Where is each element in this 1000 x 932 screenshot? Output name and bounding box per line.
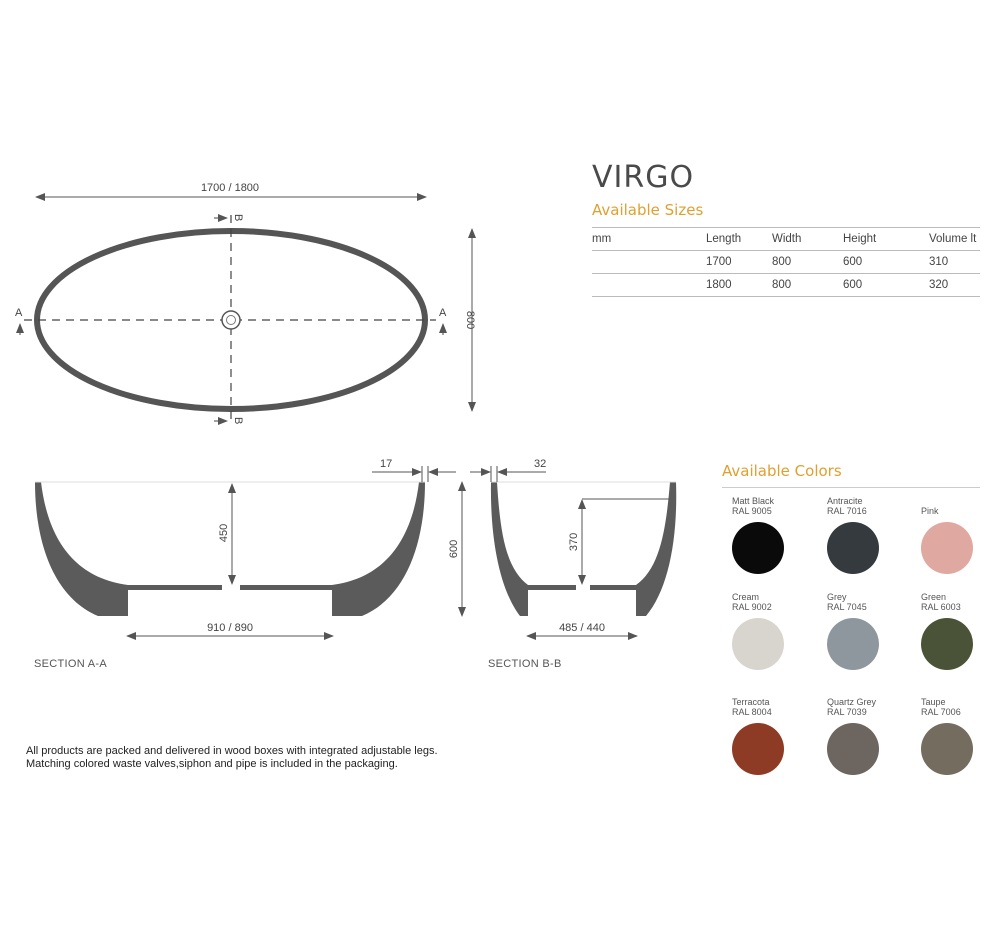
color-swatch [921, 697, 1000, 775]
color-code: RAL 8004 [732, 707, 772, 717]
section-aa-base-label: 910 / 890 [207, 622, 253, 634]
sizes-col-mm: mm [592, 228, 706, 251]
section-aa [35, 458, 456, 636]
table-cell: 800 [772, 251, 843, 274]
color-swatch [732, 697, 822, 775]
drain-circle [222, 311, 240, 329]
section-bb-left-wall [491, 482, 528, 616]
svg-text:17: 17 [380, 458, 393, 470]
color-code: RAL 9002 [732, 602, 772, 612]
section-aa-wall-dimension [372, 458, 456, 482]
note-line: Matching colored waste valves,siphon and pipe is included in the packaging. [26, 758, 398, 770]
color-name: Quartz Grey [827, 697, 877, 707]
color-swatch [921, 506, 1000, 574]
svg-text:B: B [232, 417, 244, 425]
color-name: Green [921, 592, 947, 602]
color-name: Grey [827, 592, 847, 602]
color-swatch [827, 697, 917, 775]
svg-text:B: B [232, 214, 244, 222]
section-aa-floor [128, 585, 332, 590]
color-name: Taupe [921, 697, 946, 707]
svg-text:A: A [439, 307, 447, 319]
section-marker-a-right [439, 307, 447, 335]
color-code: RAL 6003 [921, 602, 961, 612]
note-line: All products are packed and delivered in wood boxes with integrated adjustable legs. [26, 745, 438, 757]
sizes-col-length: Length [706, 228, 772, 251]
section-bb [448, 458, 676, 636]
sizes-col-volume: Volume lt [929, 228, 980, 251]
table-cell: 600 [843, 251, 929, 274]
table-cell: 310 [929, 251, 980, 274]
colors-divider [722, 487, 980, 488]
color-circle [827, 618, 879, 670]
color-swatch [732, 496, 822, 574]
section-marker-b-bottom [214, 417, 244, 424]
table-cell: 320 [929, 274, 980, 297]
table-cell: 1800 [706, 274, 772, 297]
section-bb-floor [528, 585, 636, 590]
section-bb-depth-label: 370 [568, 532, 580, 552]
sizes-heading: Available Sizes [592, 201, 704, 219]
color-circle [921, 618, 973, 670]
color-swatch [827, 496, 917, 574]
length-label: 1700 / 1800 [200, 182, 260, 194]
color-name: Pink [921, 506, 939, 516]
table-cell [592, 274, 706, 297]
color-circle [827, 522, 879, 574]
sizes-table [592, 227, 980, 297]
section-marker-a-left [15, 307, 23, 335]
color-code: RAL 9005 [732, 506, 772, 516]
packaging-notes [26, 745, 438, 771]
section-bb-wall-dimension [470, 458, 546, 482]
color-circle [732, 522, 784, 574]
table-cell: 1700 [706, 251, 772, 274]
color-swatch [732, 592, 822, 670]
section-bb-right-wall [636, 482, 676, 616]
section-bb-base-label: 485 / 440 [559, 622, 605, 634]
color-swatch [827, 592, 917, 670]
section-marker-b-top [214, 214, 244, 221]
color-circle [827, 723, 879, 775]
sizes-col-width: Width [772, 228, 843, 251]
table-row [592, 251, 980, 274]
color-name: Terracota [732, 697, 770, 707]
table-cell: 600 [843, 274, 929, 297]
section-bb-height-label: 600 [448, 539, 460, 559]
section-aa-right-wall [332, 482, 425, 616]
color-name: Cream [732, 592, 760, 602]
color-circle [732, 618, 784, 670]
top-view [15, 182, 476, 424]
color-circle [921, 723, 973, 775]
color-code: RAL 7016 [827, 506, 867, 516]
colors-heading: Available Colors [722, 462, 842, 480]
table-row [592, 274, 980, 297]
color-circle [732, 723, 784, 775]
section-aa-left-wall [35, 482, 128, 616]
product-title: VIRGO [592, 160, 695, 195]
section-aa-label: SECTION A-A [34, 658, 107, 670]
section-bb-label: SECTION B-B [488, 658, 562, 670]
table-cell [592, 251, 706, 274]
section-aa-depth-label: 450 [218, 523, 230, 543]
sizes-col-height: Height [843, 228, 929, 251]
color-code: RAL 7045 [827, 602, 867, 612]
svg-text:A: A [15, 307, 23, 319]
sizes-header-row [592, 228, 980, 251]
color-name: Antracite [827, 496, 863, 506]
color-swatch [921, 592, 1000, 670]
table-cell: 800 [772, 274, 843, 297]
color-code: RAL 7039 [827, 707, 867, 717]
color-circle [921, 522, 973, 574]
color-code: RAL 7006 [921, 707, 961, 717]
svg-text:32: 32 [534, 458, 547, 470]
color-name: Matt Black [732, 496, 775, 506]
width-label: 800 [464, 310, 476, 330]
